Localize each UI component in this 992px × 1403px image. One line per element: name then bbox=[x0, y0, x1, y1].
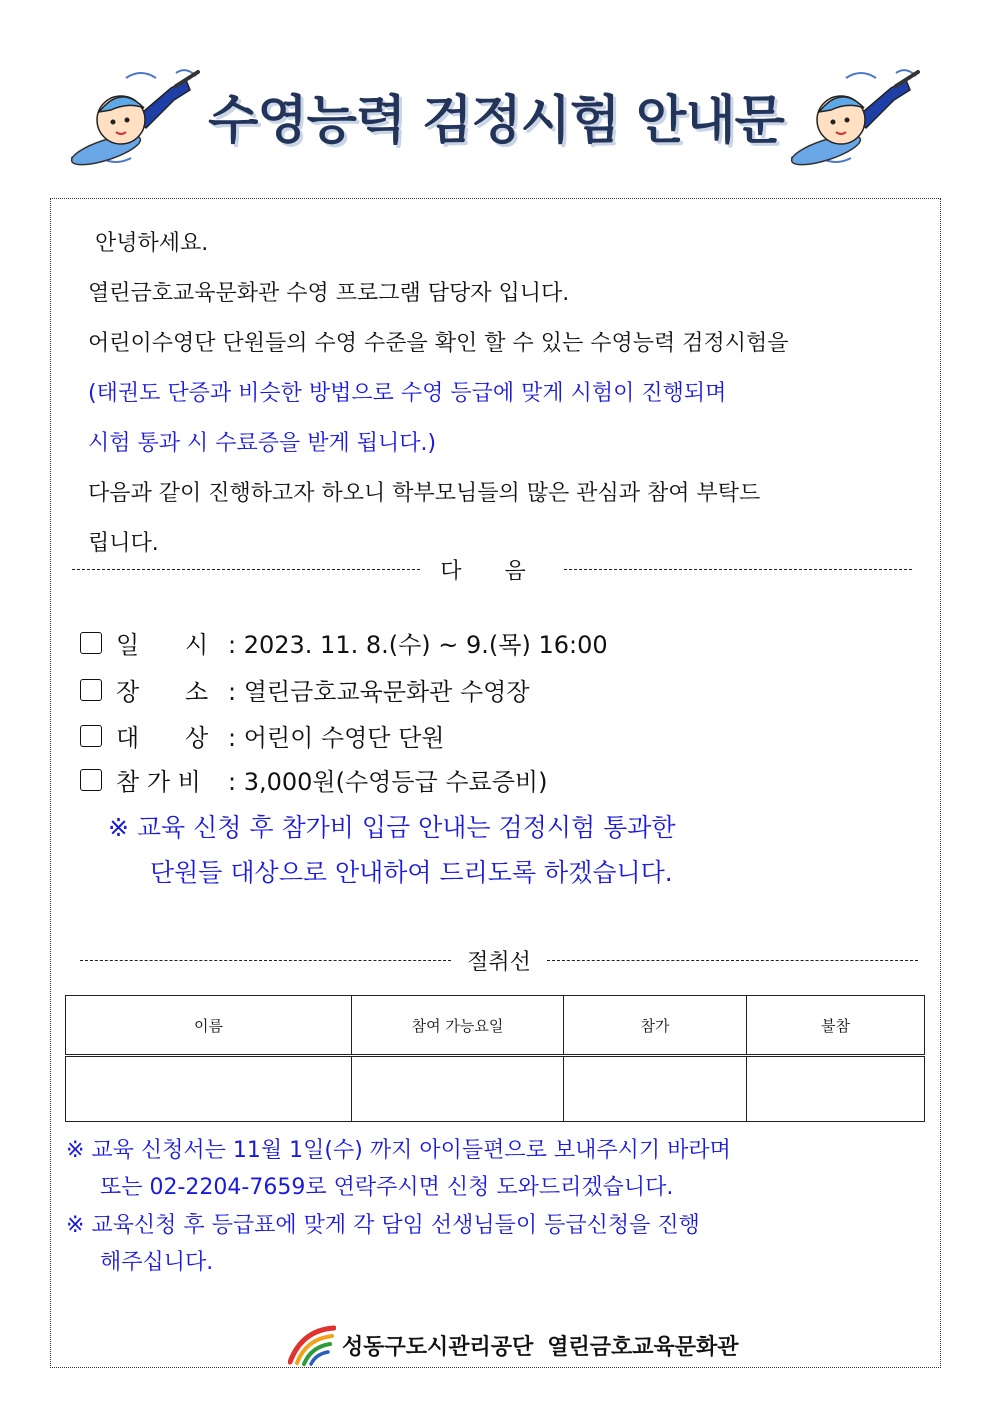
note1-line-2: 또는 02-2204-7659로 연락주시면 신청 도와드리겠습니다. bbox=[100, 1175, 674, 1200]
notice1-line-1: ※ 교육 신청 후 참가비 입금 안내는 검정시험 통과한 bbox=[108, 813, 676, 842]
cell-absent[interactable] bbox=[747, 1056, 925, 1122]
intro-line-4: 시험 통과 시 수료증을 받게 됩니다.) bbox=[88, 431, 437, 456]
detail-place-value: : 열린금호교육문화관 수영장 bbox=[228, 678, 530, 706]
note2-line-1: ※ 교육신청 후 등급표에 맞게 각 담임 선생님들이 등급신청을 진행 bbox=[66, 1213, 700, 1238]
detail-fee bbox=[80, 762, 547, 797]
intro-line-6: 립니다. bbox=[88, 531, 159, 556]
cell-name[interactable] bbox=[66, 1056, 352, 1122]
detail-target bbox=[80, 718, 444, 753]
divider-cut-label: 절취선 bbox=[467, 950, 531, 975]
footer-org-name: 성동구도시관리공단 bbox=[342, 1335, 534, 1360]
detail-date-value: : 2023. 11. 8.(수) ~ 9.(목) 16:00 bbox=[228, 631, 608, 659]
divider-cut bbox=[80, 945, 918, 976]
divider-next bbox=[72, 554, 912, 585]
rainbow-logo-icon bbox=[288, 1324, 336, 1366]
checkbox-icon bbox=[80, 632, 102, 654]
intro-line-1: 열린금호교육문화관 수영 프로그램 담당자 입니다. bbox=[88, 281, 570, 306]
page-title: 수영능력 검정시험 안내문 bbox=[208, 91, 784, 151]
table-row bbox=[66, 1056, 925, 1122]
detail-fee-label: 참 가 비 bbox=[116, 768, 201, 796]
intro-line-5: 다음과 같이 진행하고자 하오니 학부모님들의 많은 관심과 참여 부탁드 bbox=[88, 481, 761, 506]
divider-next-label: 다 음 bbox=[440, 559, 544, 584]
application-form-table bbox=[65, 995, 925, 1122]
col-header-name: 이름 bbox=[66, 996, 352, 1056]
note2-line-2: 해주십니다. bbox=[100, 1250, 214, 1275]
detail-date-label: 일 시 bbox=[116, 631, 209, 659]
intro-line-2: 어린이수영단 단원들의 수영 수준을 확인 할 수 있는 수영능력 검정시험을 bbox=[88, 331, 789, 356]
detail-target-label: 대 상 bbox=[116, 724, 209, 752]
checkbox-icon bbox=[80, 679, 102, 701]
checkbox-icon bbox=[80, 725, 102, 747]
col-header-attend: 참가 bbox=[564, 996, 747, 1056]
cell-attend[interactable] bbox=[564, 1056, 747, 1122]
note1-line-1: ※ 교육 신청서는 11월 1일(수) 까지 아이들편으로 보내주시기 바라며 bbox=[66, 1138, 731, 1163]
detail-place-label: 장 소 bbox=[116, 678, 209, 706]
col-header-absent: 불참 bbox=[747, 996, 925, 1056]
footer-organization bbox=[342, 1330, 753, 1361]
cell-days[interactable] bbox=[352, 1056, 564, 1122]
footer-center-name: 열린금호교육문화관 bbox=[547, 1335, 739, 1360]
detail-fee-value: : 3,000원(수영등급 수료증비) bbox=[228, 768, 548, 796]
intro-line-3: (태권도 단증과 비슷한 방법으로 수영 등급에 맞게 시험이 진행되며 bbox=[88, 381, 727, 406]
detail-date bbox=[80, 625, 608, 660]
checkbox-icon bbox=[80, 769, 102, 791]
detail-target-value: : 어린이 수영단 단원 bbox=[228, 724, 445, 752]
col-header-days: 참여 가능요일 bbox=[352, 996, 564, 1056]
detail-place bbox=[80, 672, 530, 707]
greeting: 안녕하세요. bbox=[95, 231, 209, 256]
notice1-line-2: 단원들 대상으로 안내하여 드리도록 하겠습니다. bbox=[150, 858, 673, 887]
